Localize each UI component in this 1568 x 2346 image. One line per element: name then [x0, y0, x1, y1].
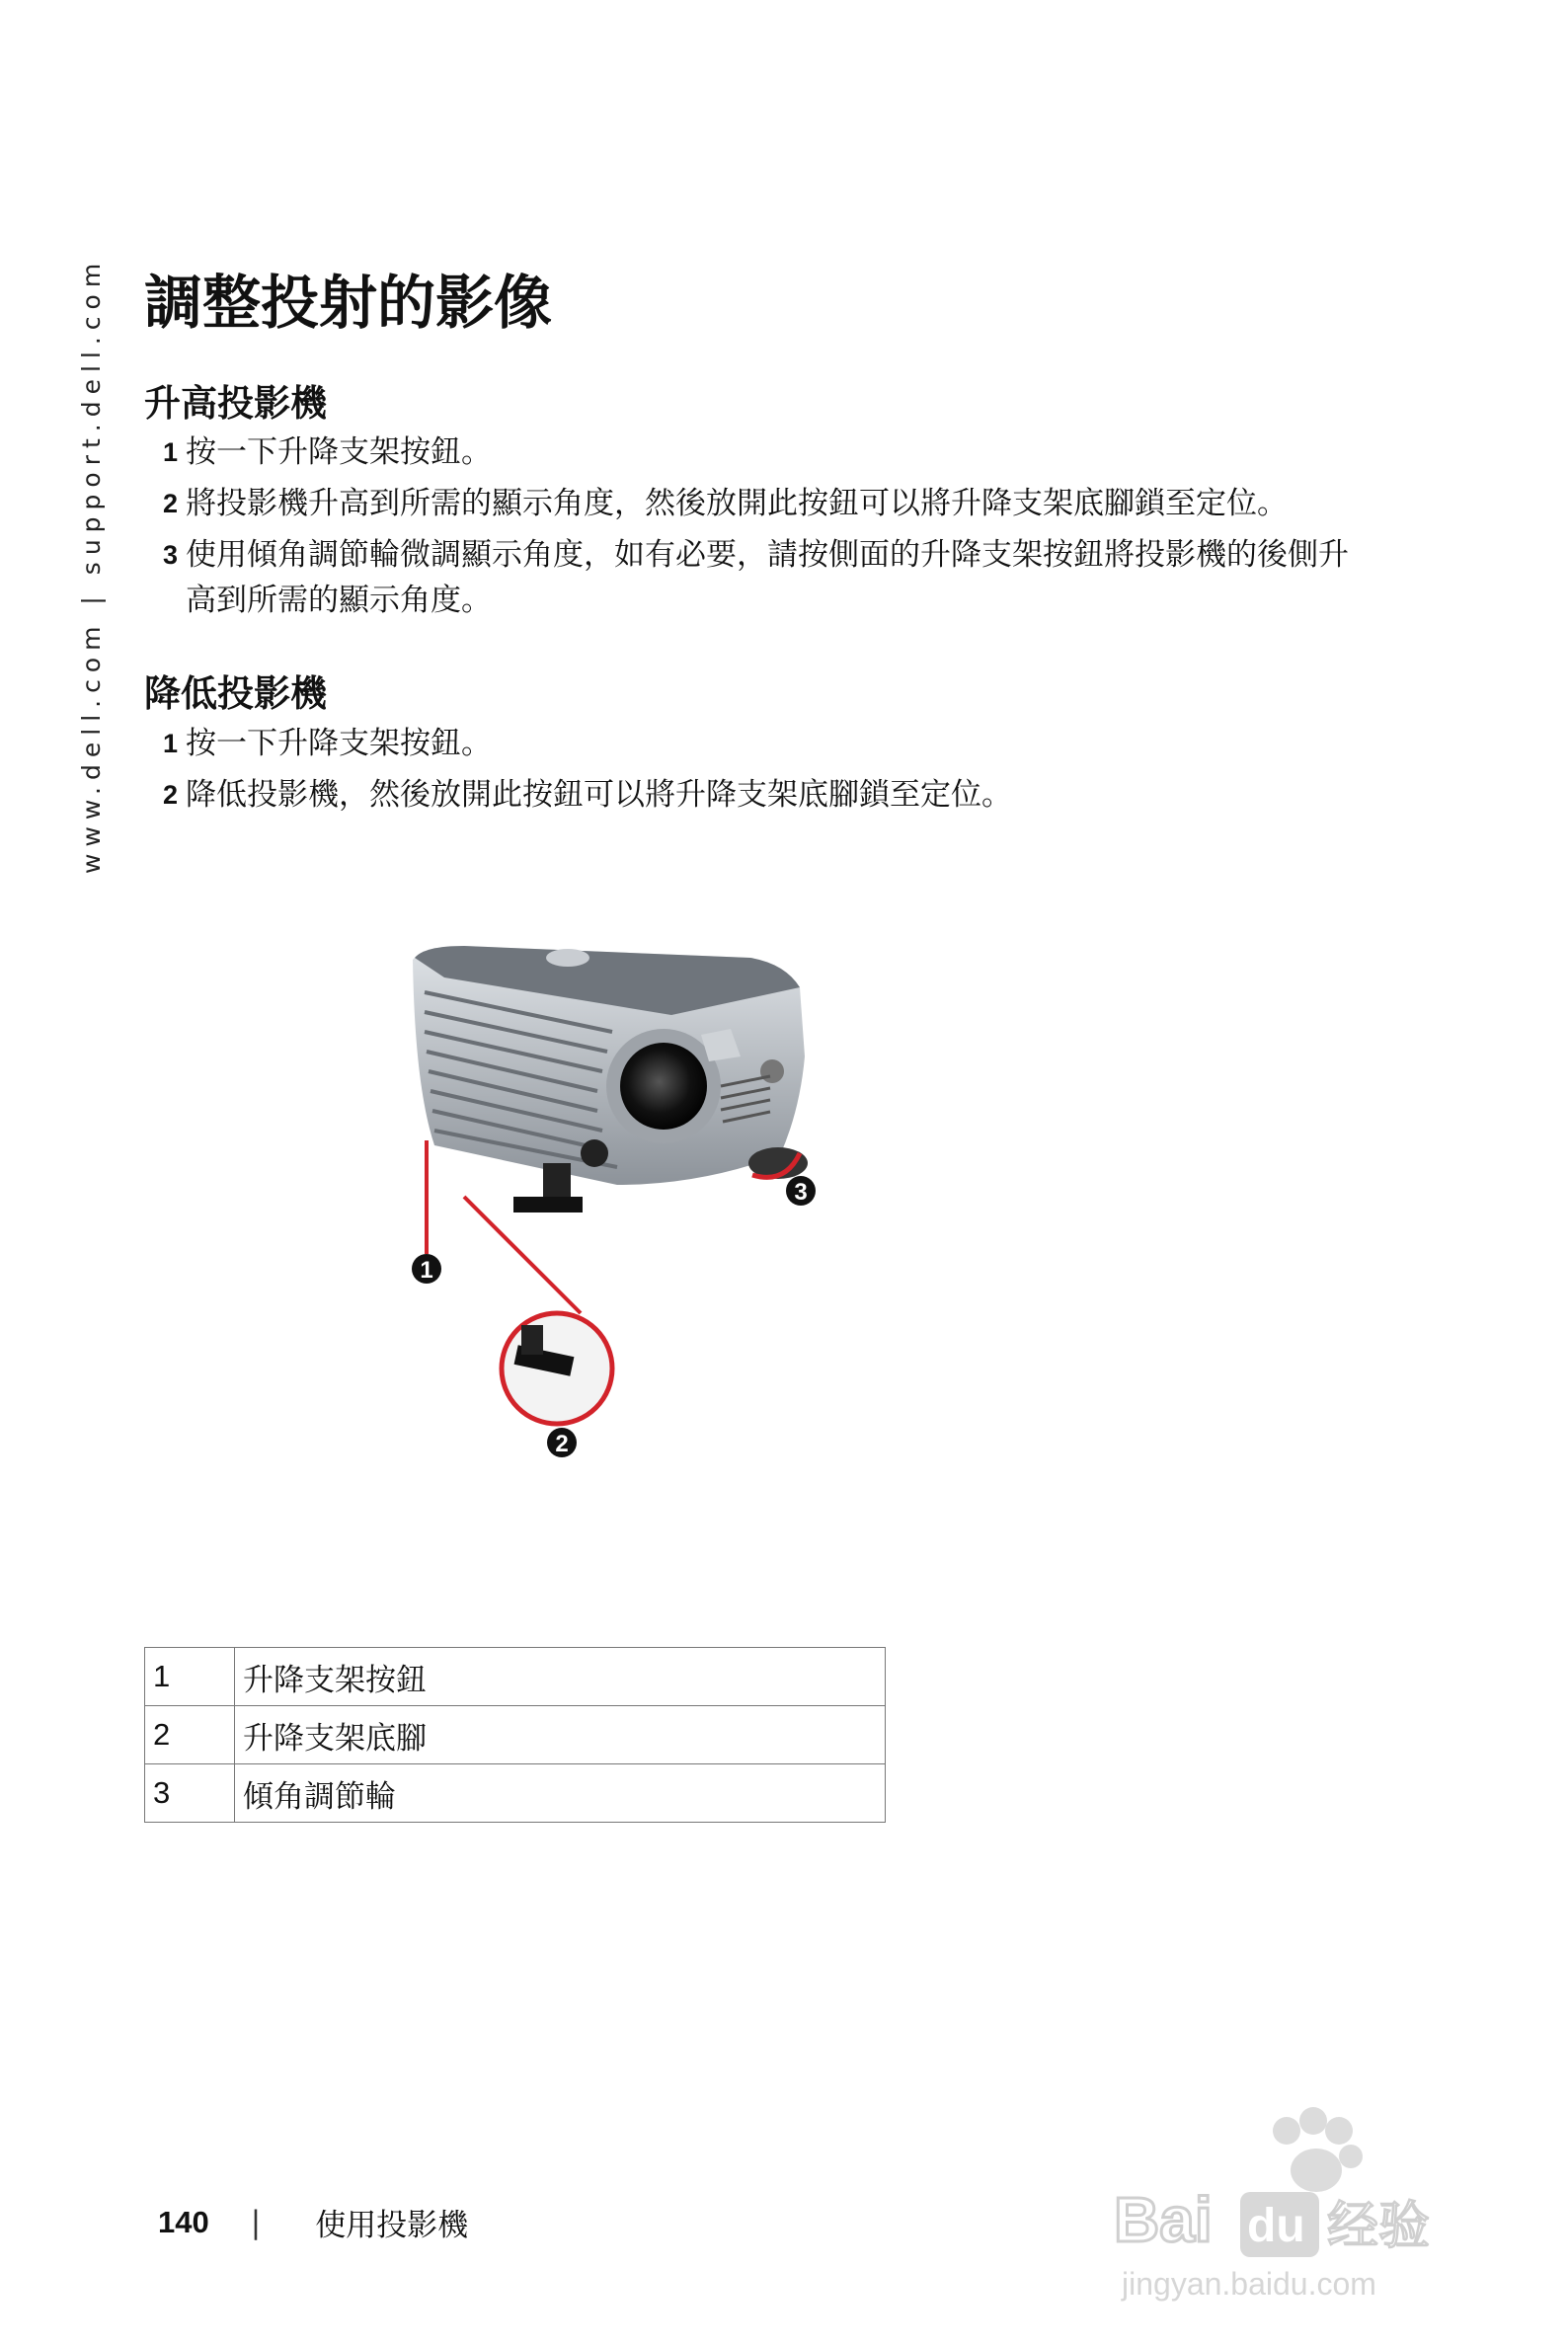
list-item: 3 使用傾角調節輪微調顯示角度，如有必要，請按側面的升降支架按鈕將投影機的後側升高到所需的顯示角度。	[163, 537, 1349, 619]
legend-num: 1	[145, 1648, 235, 1706]
list-item: 1 按一下升降支架按鈕。	[163, 434, 492, 471]
callout-1-label: 1	[420, 1257, 433, 1284]
tilt-wheel	[748, 1147, 808, 1179]
watermark-suffix: 经验	[1327, 2197, 1431, 2256]
legend-num: 2	[145, 1706, 235, 1764]
callout-2-label: 2	[555, 1431, 569, 1457]
callout-line-2	[464, 1197, 581, 1313]
raise-heading: 升高投影機	[144, 381, 327, 425]
projector-figure	[405, 938, 1037, 1570]
paw-icon	[1273, 2107, 1363, 2192]
watermark-brand: Bai	[1114, 2184, 1213, 2255]
footer-section: 使用投影機	[315, 2208, 469, 2243]
list-item: 2 將投影機升高到所需的顯示角度，然後放開此按鈕可以將升降支架底腳鎖至定位。	[163, 486, 1288, 522]
legend-label: 傾角調節輪	[235, 1764, 886, 1823]
lens	[620, 1043, 707, 1130]
list-item: 2 降低投影機，然後放開此按鈕可以將升降支架底腳鎖至定位。	[163, 776, 1012, 813]
main-content	[144, 269, 1378, 823]
page-title: 調整投射的影像	[144, 269, 553, 337]
lower-steps	[144, 721, 1378, 818]
baidu-watermark	[1094, 2093, 1489, 2320]
legend-table	[144, 1647, 886, 1823]
list-item: 1 按一下升降支架按鈕。	[163, 725, 492, 761]
callout-1	[412, 1254, 441, 1284]
callout-3-label: 3	[794, 1179, 808, 1206]
table-row	[145, 1764, 886, 1823]
watermark-url: jingyan.baidu.com	[1122, 2266, 1376, 2302]
projector-body	[413, 946, 805, 1185]
callout-3	[786, 1176, 816, 1206]
table-row	[145, 1706, 886, 1764]
raise-steps	[144, 430, 1378, 623]
table-row	[145, 1648, 886, 1706]
page-number: 140	[158, 2204, 209, 2239]
legend-label: 升降支架按鈕	[235, 1648, 886, 1706]
sidebar-url: www.dell.com | support.dell.com	[77, 256, 106, 874]
svg-text:du: du	[1247, 2200, 1305, 2252]
page-footer	[158, 2200, 468, 2244]
lower-heading: 降低投影機	[144, 672, 327, 716]
legend-label: 升降支架底腳	[235, 1706, 886, 1764]
footer-separator: |	[250, 2204, 262, 2240]
legend-num: 3	[145, 1764, 235, 1823]
callout-2	[547, 1428, 577, 1457]
